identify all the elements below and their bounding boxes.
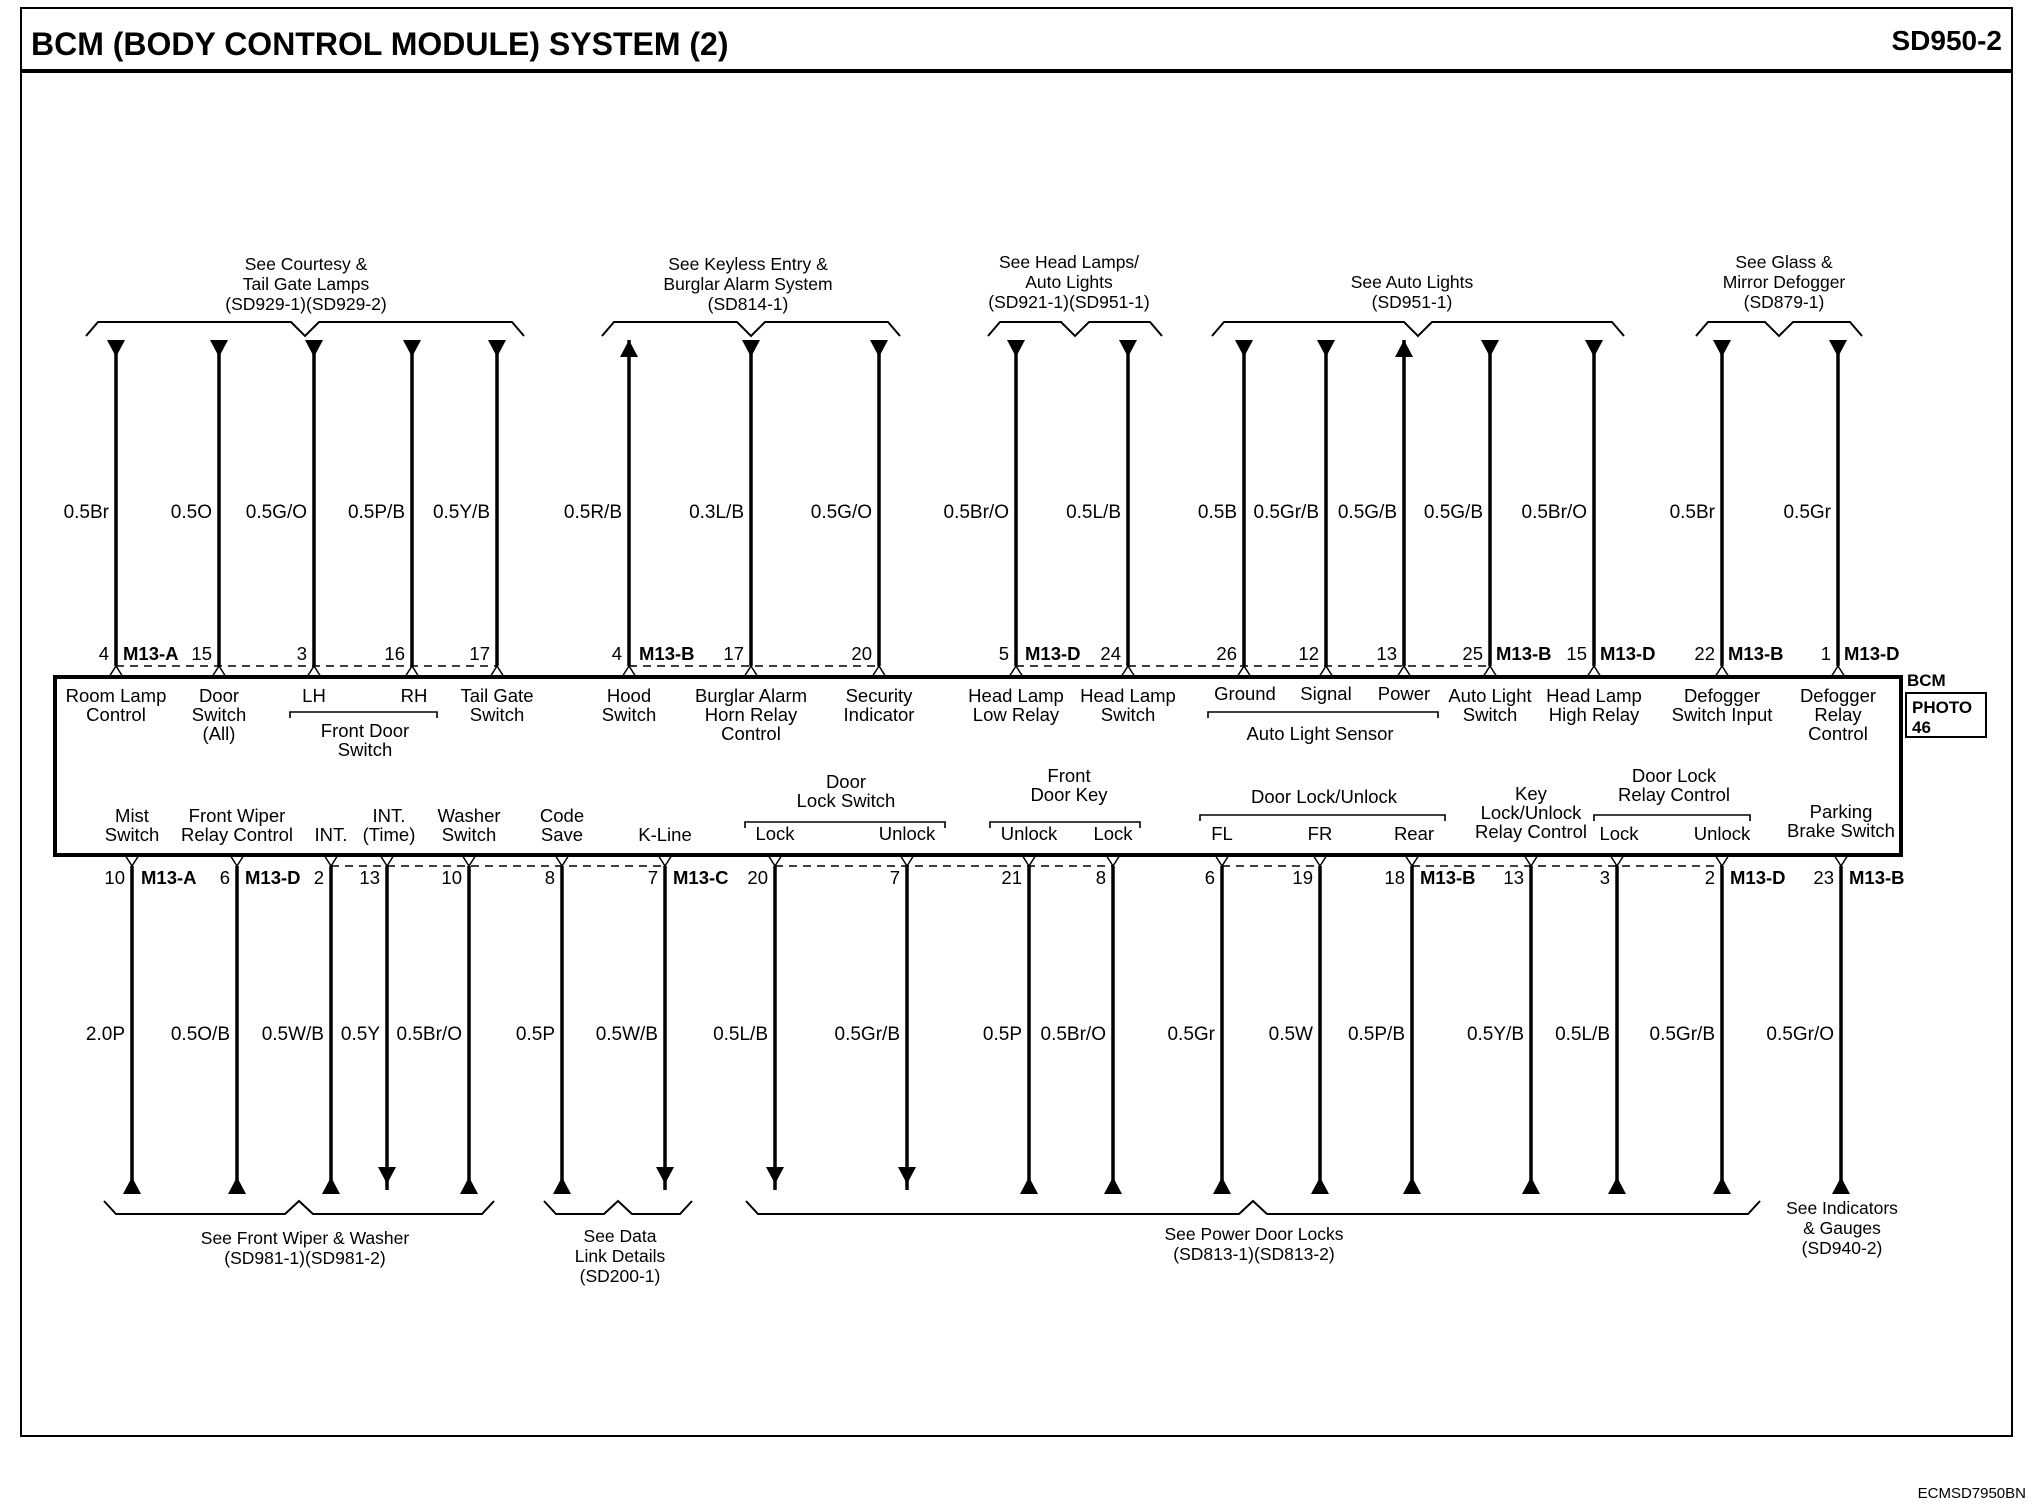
footer-code: ECMSD7950BN [1917, 1485, 2026, 1502]
top-function-label: Security [845, 685, 913, 706]
top-wire-spec: 0.5G/B [1337, 502, 1397, 523]
top-wire-arrow-down [305, 340, 323, 357]
top-pin-number: 15 [191, 643, 212, 664]
bottom-pin-number: 8 [544, 867, 555, 888]
top-connector-id: M13-B [639, 643, 695, 664]
bottom-wire-spec: 0.5Br/O [396, 1024, 462, 1045]
top-connector-id: M13-D [1600, 643, 1656, 664]
front-door-switch-rh: RH [400, 685, 428, 706]
bottom-wire-spec: 0.5L/B [1555, 1024, 1610, 1045]
top-wire-arrow-down [1585, 340, 1603, 357]
top-reference-text: Auto Lights [1025, 272, 1113, 292]
door-lock-unlock-fl: FL [1211, 823, 1233, 844]
top-reference-text: (SD929-1)(SD929-2) [225, 294, 387, 314]
top-function-label: Indicator [843, 704, 915, 725]
top-function-label: Low Relay [972, 704, 1060, 725]
bottom-wire-spec: 2.0P [85, 1024, 125, 1045]
bottom-wire-spec: 0.5Gr/O [1766, 1024, 1834, 1045]
bottom-function-label: Switch [441, 824, 497, 845]
front-door-key-unlock: Unlock [1000, 823, 1058, 844]
bottom-function-label: Code [539, 805, 585, 826]
bottom-pin-number: 6 [1204, 867, 1215, 888]
bottom-reference-text: (SD813-1)(SD813-2) [1173, 1244, 1335, 1264]
bottom-reference-text: See Data [583, 1226, 657, 1246]
bottom-pin-number: 2 [313, 867, 324, 888]
top-function-label: Horn Relay [704, 704, 798, 725]
bottom-function-label: Mist [115, 805, 149, 826]
top-reference-text: (SD879-1) [1743, 292, 1825, 312]
top-pin-number: 25 [1462, 643, 1483, 664]
top-wire-spec: 0.5G/B [1423, 502, 1483, 523]
bottom-wire-spec: 0.5W/B [261, 1024, 324, 1045]
top-reference-brace [86, 322, 524, 336]
key-lock-unlock-relay-label: Lock/Unlock [1480, 802, 1582, 823]
auto-light-sensor-bracket [1208, 712, 1438, 718]
bottom-wire-spec: 0.5P/B [1347, 1024, 1405, 1045]
front-door-switch-label: Switch [337, 739, 393, 760]
bottom-function-label: INT. [372, 805, 406, 826]
top-reference-text: (SD951-1) [1371, 292, 1453, 312]
top-pin-number: 12 [1298, 643, 1319, 664]
bottom-wire-arrow-down [766, 1167, 784, 1184]
bottom-function-label: INT. [314, 824, 348, 845]
top-function-label: Switch [191, 704, 247, 725]
bottom-pin-number: 2 [1704, 867, 1715, 888]
top-function-label: Head Lamp [968, 685, 1064, 706]
top-pin-number: 22 [1694, 643, 1715, 664]
top-reference-text: See Auto Lights [1350, 272, 1474, 292]
bottom-wire-spec: 0.5Y/B [1466, 1024, 1524, 1045]
bottom-wire-spec: 0.5W/B [595, 1024, 658, 1045]
bottom-wire-arrow-down [898, 1167, 916, 1184]
top-function-label: Control [86, 704, 146, 725]
top-function-label: Switch [469, 704, 525, 725]
door-lock-unlock-fr: FR [1307, 823, 1333, 844]
top-wire-spec: 0.5Br [1669, 502, 1715, 523]
reference-layer [86, 252, 1898, 1286]
top-wire-spec: 0.5Gr [1783, 502, 1831, 523]
front-door-key-title: Front [1047, 765, 1091, 786]
top-reference-text: See Head Lamps/ [998, 252, 1140, 272]
top-pin-number: 15 [1566, 643, 1587, 664]
bottom-wire-spec: 0.5Gr [1167, 1024, 1215, 1045]
front-door-key-title: Door Key [1030, 784, 1108, 805]
bottom-pin-number: 6 [219, 867, 230, 888]
top-function-label: Door [198, 685, 240, 706]
bottom-pin-number: 8 [1095, 867, 1106, 888]
bottom-reference-text: (SD200-1) [579, 1266, 661, 1286]
bottom-wire-spec: 0.5Gr/B [1649, 1024, 1715, 1045]
key-lock-unlock-relay-label: Relay Control [1474, 821, 1588, 842]
bottom-wire-arrow-up [1213, 1177, 1231, 1194]
top-pin-number: 17 [469, 643, 490, 664]
top-pin-number: 4 [611, 643, 622, 664]
top-function-label: High Relay [1548, 704, 1640, 725]
auto-light-sensor-signal: Signal [1300, 683, 1352, 704]
bottom-wire-arrow-up [1311, 1177, 1329, 1194]
top-reference-brace [988, 322, 1162, 336]
bottom-pin-number: 20 [747, 867, 768, 888]
bottom-pin-number: 18 [1384, 867, 1405, 888]
top-wire-spec: 0.3L/B [689, 502, 744, 523]
bottom-reference-brace [104, 1201, 494, 1214]
top-wire-arrow-down [1235, 340, 1253, 357]
top-function-label: Switch Input [1671, 704, 1773, 725]
top-function-label: Switch [1462, 704, 1518, 725]
bottom-wire-arrow-up [1522, 1177, 1540, 1194]
front-door-switch-lh: LH [302, 685, 326, 706]
top-wire-spec: 0.5G/O [245, 502, 307, 523]
doc-id: SD950-2 [1891, 25, 2002, 56]
bottom-pin-number: 13 [1503, 867, 1524, 888]
top-wire-arrow-down [1713, 340, 1731, 357]
top-wire-arrow-down [210, 340, 228, 357]
top-reference-text: Tail Gate Lamps [242, 274, 370, 294]
top-pin-number: 24 [1100, 643, 1121, 664]
top-wire-arrow-down [1481, 340, 1499, 357]
bottom-wire-arrow-up [1020, 1177, 1038, 1194]
bottom-wire-arrow-up [1104, 1177, 1122, 1194]
key-lock-unlock-relay-label: Key [1515, 783, 1547, 804]
top-function-label: Defogger [1799, 685, 1877, 706]
front-door-switch-label: Front Door [320, 720, 410, 741]
bottom-function-label: Switch [104, 824, 160, 845]
top-function-label: Auto Light [1448, 685, 1532, 706]
door-lock-relay-lock: Lock [1599, 823, 1639, 844]
door-lock-relay-bracket [1594, 815, 1750, 821]
top-pin-number: 20 [851, 643, 872, 664]
bottom-function-label: Relay Control [180, 824, 294, 845]
photo-tag-label: PHOTO [1912, 698, 1973, 717]
bottom-function-label: K-Line [638, 824, 692, 845]
bottom-wire-arrow-up [553, 1177, 571, 1194]
top-wire-spec: 0.5L/B [1066, 502, 1121, 523]
top-connector-id: M13-B [1728, 643, 1784, 664]
top-function-label: Control [1808, 723, 1868, 744]
bottom-wire-arrow-down [378, 1167, 396, 1184]
top-wire-arrow-down [403, 340, 421, 357]
top-reference-text: (SD921-1)(SD951-1) [988, 292, 1150, 312]
top-wire-spec: 0.5O [170, 502, 212, 523]
top-reference-brace [1212, 322, 1624, 336]
top-function-label: Head Lamp [1546, 685, 1642, 706]
bottom-pin-number: 23 [1813, 867, 1834, 888]
door-lock-relay-title: Door Lock [1631, 765, 1717, 786]
bottom-pin-number: 19 [1292, 867, 1313, 888]
top-function-label: Room Lamp [65, 685, 167, 706]
bottom-wire-arrow-down [656, 1167, 674, 1184]
top-function-label: Switch [601, 704, 657, 725]
top-function-label: Head Lamp [1080, 685, 1176, 706]
bottom-pin-number: 3 [1599, 867, 1610, 888]
bottom-function-label: Parking [1809, 801, 1873, 822]
top-wire-spec: 0.5R/B [563, 502, 622, 523]
top-function-label: Switch [1100, 704, 1156, 725]
door-lock-unlock-bracket [1200, 815, 1445, 821]
bottom-wire-arrow-up [123, 1177, 141, 1194]
bottom-reference-text: See Power Door Locks [1164, 1224, 1344, 1244]
top-connector-id: M13-D [1025, 643, 1081, 664]
top-wire-arrow-down [1119, 340, 1137, 357]
top-pin-number: 4 [98, 643, 109, 664]
top-wire-arrow-down [742, 340, 760, 357]
top-wire-spec: 0.5Br [63, 502, 109, 523]
bottom-pin-number: 21 [1001, 867, 1022, 888]
top-pin-number: 3 [296, 643, 307, 664]
bottom-wire-arrow-up [1713, 1177, 1731, 1194]
bottom-reference-text: (SD940-2) [1801, 1238, 1883, 1258]
bottom-reference-text: Link Details [574, 1246, 666, 1266]
top-wire-arrow-down [1317, 340, 1335, 357]
bottom-function-label: Save [540, 824, 584, 845]
bottom-wire-spec: 0.5Y [340, 1024, 380, 1045]
door-lock-relay-unlock: Unlock [1693, 823, 1751, 844]
door-lock-relay-title: Relay Control [1617, 784, 1731, 805]
door-lock-switch-title: Lock Switch [796, 790, 896, 811]
bottom-function-label: Washer [437, 805, 501, 826]
bottom-reference-text: (SD981-1)(SD981-2) [224, 1248, 386, 1268]
bottom-pin-number: 7 [647, 867, 658, 888]
bottom-reference-text: & Gauges [1803, 1218, 1881, 1238]
top-pin-number: 16 [384, 643, 405, 664]
top-wire-spec: 0.5G/O [810, 502, 872, 523]
top-function-label: Defogger [1683, 685, 1761, 706]
top-connector-id: M13-A [123, 643, 179, 664]
bottom-wire-arrow-up [228, 1177, 246, 1194]
page-title: BCM (BODY CONTROL MODULE) SYSTEM (2) [31, 26, 729, 62]
bottom-pin-number: 10 [104, 867, 125, 888]
bottom-reference-brace [746, 1201, 1760, 1214]
bottom-reference-brace [544, 1201, 692, 1214]
bottom-wire-spec: 0.5W [1268, 1024, 1313, 1045]
bottom-connector-id: M13-A [141, 867, 197, 888]
bottom-connector-id: M13-D [245, 867, 301, 888]
door-lock-switch-unlock: Unlock [878, 823, 936, 844]
bottom-connector-id: M13-D [1730, 867, 1786, 888]
bottom-wire-spec: 0.5Gr/B [834, 1024, 900, 1045]
top-reference-text: (SD814-1) [707, 294, 789, 314]
bottom-pin-number: 13 [359, 867, 380, 888]
top-reference-text: Burglar Alarm System [663, 274, 833, 294]
top-function-label: Relay [1814, 704, 1862, 725]
top-wire-spec: 0.5Gr/B [1253, 502, 1319, 523]
bottom-function-label: Brake Switch [1787, 820, 1895, 841]
auto-light-sensor-power: Power [1377, 683, 1431, 704]
top-wire-arrow-down [1829, 340, 1847, 357]
top-pin-number: 5 [998, 643, 1009, 664]
bottom-wire-arrow-up [1608, 1177, 1626, 1194]
bottom-wire-spec: 0.5P [515, 1024, 555, 1045]
bottom-function-label: Front Wiper [188, 805, 286, 826]
auto-light-sensor-ground: Ground [1214, 683, 1276, 704]
top-function-label: Tail Gate [460, 685, 534, 706]
top-wire-spec: 0.5Br/O [1521, 502, 1587, 523]
bottom-pin-number: 7 [889, 867, 900, 888]
bottom-wire-spec: 0.5Br/O [1040, 1024, 1106, 1045]
top-function-label: Control [721, 723, 781, 744]
top-function-label: Burglar Alarm [694, 685, 808, 706]
door-lock-switch-title: Door [825, 771, 867, 792]
front-door-key-lock: Lock [1093, 823, 1133, 844]
top-pin-number: 1 [1820, 643, 1831, 664]
top-connector-id: M13-D [1844, 643, 1900, 664]
top-reference-text: See Courtesy & [244, 254, 368, 274]
top-wire-arrow-up [1395, 340, 1413, 357]
top-wire-arrow-down [1007, 340, 1025, 357]
bottom-wire-spec: 0.5L/B [713, 1024, 768, 1045]
top-pin-number: 13 [1376, 643, 1397, 664]
top-reference-text: See Keyless Entry & [668, 254, 828, 274]
bottom-connector-id: M13-C [673, 867, 729, 888]
top-pin-number: 26 [1216, 643, 1237, 664]
top-wire-arrow-down [107, 340, 125, 357]
door-lock-unlock-title: Door Lock/Unlock [1250, 786, 1398, 807]
top-wire-spec: 0.5Y/B [432, 502, 490, 523]
bcm-module-name: BCM [1907, 671, 1946, 690]
bottom-function-label: (Time) [362, 824, 416, 845]
bottom-reference-text: See Front Wiper & Washer [200, 1228, 410, 1248]
bottom-wire-arrow-up [460, 1177, 478, 1194]
door-lock-switch-lock: Lock [755, 823, 795, 844]
auto-light-sensor-label: Auto Light Sensor [1246, 723, 1394, 744]
top-pin-number: 17 [723, 643, 744, 664]
top-wire-spec: 0.5Br/O [943, 502, 1009, 523]
wire-layer [64, 340, 1905, 1194]
top-reference-brace [602, 322, 900, 336]
photo-tag-number: 46 [1912, 718, 1931, 737]
function-label-layer [66, 683, 1895, 845]
top-reference-brace [1696, 322, 1862, 336]
bottom-wire-arrow-up [1403, 1177, 1421, 1194]
top-function-label: Hood [606, 685, 652, 706]
bottom-connector-id: M13-B [1420, 867, 1476, 888]
door-lock-unlock-rear: Rear [1393, 823, 1435, 844]
top-reference-text: See Glass & [1735, 252, 1833, 272]
top-reference-text: Mirror Defogger [1722, 272, 1846, 292]
bottom-wire-arrow-up [1832, 1177, 1850, 1194]
top-wire-arrow-up [620, 340, 638, 357]
top-wire-arrow-down [488, 340, 506, 357]
top-wire-spec: 0.5P/B [347, 502, 405, 523]
top-wire-spec: 0.5B [1197, 502, 1237, 523]
front-door-switch-bracket [290, 712, 437, 718]
bottom-pin-number: 10 [441, 867, 462, 888]
bottom-wire-spec: 0.5O/B [170, 1024, 230, 1045]
bottom-wire-spec: 0.5P [982, 1024, 1022, 1045]
top-wire-arrow-down [870, 340, 888, 357]
bottom-connector-id: M13-B [1849, 867, 1905, 888]
top-function-label: (All) [202, 723, 236, 744]
top-connector-id: M13-B [1496, 643, 1552, 664]
bottom-wire-arrow-up [322, 1177, 340, 1194]
bottom-reference-text: See Indicators [1786, 1198, 1898, 1218]
